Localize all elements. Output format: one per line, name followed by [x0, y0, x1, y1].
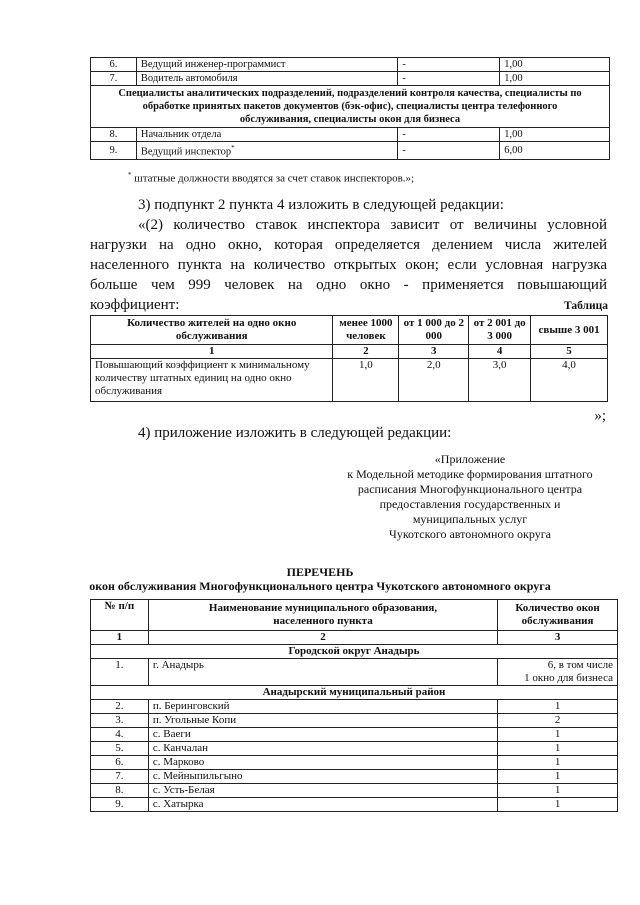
row-number: 2.	[91, 700, 149, 714]
window-count-line: 1 окно для бизнеса	[524, 672, 613, 684]
row-number: 9.	[91, 798, 149, 812]
appendix-line: муниципальных услуг	[412, 512, 528, 526]
column-number: 2	[148, 631, 497, 645]
paragraph-body	[90, 215, 607, 315]
appendix-line: Чукотского автономного округа	[389, 527, 551, 541]
row-number: 5.	[91, 742, 149, 756]
table-row	[91, 142, 610, 160]
column-header: Количество окон обслуживания	[498, 600, 618, 631]
rate-value: 1,00	[500, 58, 610, 72]
group-header-row	[91, 686, 618, 700]
group-header: Анадырский муниципальный район	[91, 686, 618, 700]
group-header: Городской округ Анадырь	[91, 645, 618, 659]
dash-cell: -	[398, 142, 500, 160]
position-title: Ведущий инженер-программист	[136, 58, 398, 72]
row-number: 6.	[91, 756, 149, 770]
windows-table	[90, 599, 618, 812]
window-count: 1	[498, 784, 618, 798]
settlement-name: с. Канчалан	[148, 742, 497, 756]
column-header: от 2 001 до 3 000	[469, 316, 531, 345]
table-row	[91, 714, 618, 728]
settlement-name: с. Мейныпильгыно	[148, 770, 497, 784]
dash-cell: -	[398, 58, 500, 72]
footnote-text: штатные должности вводятся за счет ставок инспекторов.»;	[131, 172, 415, 185]
section-header-row	[91, 86, 610, 128]
rate-value: 6,00	[500, 142, 610, 160]
row-label: Повышающий коэффициент к минимальному количеству штатных единиц на одно окно обслуживания	[91, 359, 333, 402]
table-row	[91, 359, 608, 402]
coefficient-value: 1,0	[333, 359, 399, 402]
list-title: ПЕРЕЧЕНЬ	[286, 565, 354, 579]
table-row	[91, 784, 618, 798]
table-row	[91, 798, 618, 812]
paragraph-item4: 4) приложение изложить в следующей редакции:	[138, 425, 452, 441]
appendix-line: предоставления государственных и	[379, 497, 561, 511]
settlement-name: г. Анадырь	[148, 659, 497, 686]
appendix-line: расписания Многофункционального центра	[357, 482, 583, 496]
appendix-heading	[320, 452, 620, 542]
header-row	[91, 316, 608, 345]
column-number: 2	[333, 345, 399, 359]
table-label: Таблица	[563, 300, 608, 312]
position-title: Начальник отдела	[136, 128, 398, 142]
column-header: от 1 000 до 2 000	[399, 316, 469, 345]
appendix-line: «Приложение	[434, 452, 506, 466]
column-header: Наименование муниципального образования, населенного пункта	[148, 600, 497, 631]
column-header: Количество жителей на одно окно обслуживания	[91, 316, 333, 345]
settlement-name: с. Марково	[148, 756, 497, 770]
column-header: № п/п	[91, 600, 149, 631]
window-count	[498, 659, 618, 686]
row-number: 7.	[91, 770, 149, 784]
coefficient-value: 3,0	[469, 359, 531, 402]
table-row	[91, 659, 618, 686]
staff-positions-table	[90, 57, 610, 160]
coefficient-value: 2,0	[399, 359, 469, 402]
settlement-name: с. Хатырка	[148, 798, 497, 812]
window-count: 1	[498, 742, 618, 756]
table-row	[91, 770, 618, 784]
list-subtitle: окон обслуживания Многофункционального центра Чукотского автономного округа	[89, 579, 551, 593]
row-number: 8.	[91, 128, 137, 142]
paragraph-body-text: «(2) количество ставок инспектора зависит от величины условной нагрузки на одно окно, которая определяется делением числа жителей населенного пункта на количество открытых окон; если условная нагрузка больше чем 999 человек на одно окно - применяется повышающий коэффициент:	[90, 217, 607, 313]
position-title: Ведущий инспектор	[140, 146, 232, 158]
column-number-row	[91, 345, 608, 359]
footnote	[128, 171, 414, 185]
table-row	[91, 128, 610, 142]
window-count: 1	[498, 798, 618, 812]
position-title: Водитель автомобиля	[136, 72, 398, 86]
dash-cell: -	[398, 72, 500, 86]
row-number: 7.	[91, 72, 137, 86]
window-count-line: 6, в том числе	[547, 659, 613, 671]
table-row	[91, 72, 610, 86]
column-number: 5	[531, 345, 608, 359]
window-count: 2	[498, 714, 618, 728]
paragraph-intro: 3) подпункт 2 пункта 4 изложить в следующей редакции:	[138, 197, 504, 213]
column-number: 1	[91, 631, 149, 645]
rate-value: 1,00	[500, 72, 610, 86]
window-count: 1	[498, 756, 618, 770]
row-number: 4.	[91, 728, 149, 742]
settlement-name: п. Угольные Копи	[148, 714, 497, 728]
column-header: свыше 3 001	[531, 316, 608, 345]
row-number: 9.	[91, 142, 137, 160]
window-count: 1	[498, 728, 618, 742]
column-number: 3	[399, 345, 469, 359]
window-count: 1	[498, 700, 618, 714]
closing-mark: »;	[594, 408, 606, 424]
group-header-row	[91, 645, 618, 659]
row-number: 6.	[91, 58, 137, 72]
column-number: 4	[469, 345, 531, 359]
row-number: 3.	[91, 714, 149, 728]
table-row	[91, 58, 610, 72]
footnote-mark: *	[128, 171, 132, 179]
dash-cell: -	[398, 128, 500, 142]
header-row	[91, 600, 618, 631]
column-number-row	[91, 631, 618, 645]
section-header: Специалисты аналитических подразделений, подразделений контроля качества, специалисты по обработке принятых пакетов документов (бэк-офис), специалисты центра телефонного обслуживания, специалисты окон для бизнеса	[91, 86, 610, 128]
table-row	[91, 756, 618, 770]
window-count: 1	[498, 770, 618, 784]
table-row	[91, 700, 618, 714]
column-header: менее 1000 человек	[333, 316, 399, 345]
column-number: 3	[498, 631, 618, 645]
footnote-mark: *	[231, 144, 235, 152]
column-number: 1	[91, 345, 333, 359]
table-row	[91, 742, 618, 756]
coefficient-table	[90, 315, 608, 402]
settlement-name: с. Ваеги	[148, 728, 497, 742]
row-number: 1.	[91, 659, 149, 686]
appendix-line: к Модельной методике формирования штатного	[347, 467, 593, 481]
settlement-name: с. Усть-Белая	[148, 784, 497, 798]
position-title-cell	[136, 142, 398, 160]
coefficient-value: 4,0	[531, 359, 608, 402]
row-number: 8.	[91, 784, 149, 798]
rate-value: 1,00	[500, 128, 610, 142]
settlement-name: п. Беринговский	[148, 700, 497, 714]
table-row	[91, 728, 618, 742]
